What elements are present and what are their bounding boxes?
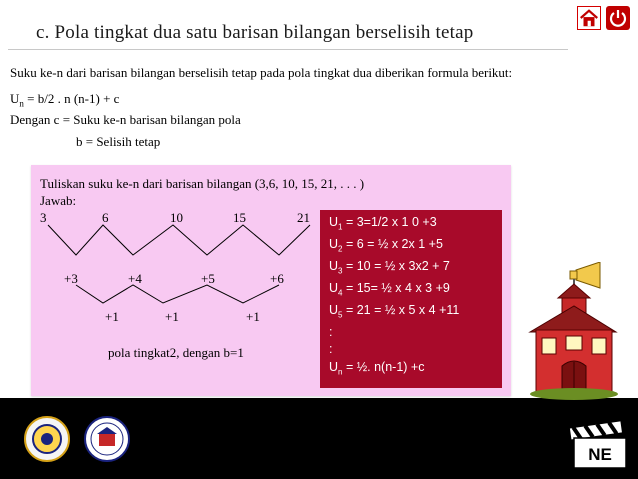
school-building-icon: [528, 262, 618, 402]
pattern-note: pola tingkat2, dengan b=1: [108, 345, 244, 360]
clapperboard-icon[interactable]: [568, 420, 632, 470]
answer-label: Jawab:: [40, 193, 77, 208]
solution-box: [320, 210, 502, 388]
ellipsis-row: :: [329, 325, 333, 339]
ellipsis-row: :: [329, 341, 333, 356]
formula-sub: n: [19, 98, 24, 109]
intro-line: Suku ke-n dari barisan bilangan berselisih tetap pada pola tingkat dua diberikan formula berikut:: [10, 65, 513, 80]
first-difference: +6: [270, 271, 284, 286]
solution-row: $U_5 = 21$ = ½ x 5 x 4 +11: [329, 303, 460, 320]
solution-row: $U_4 = 15=$ ½ x 4 x 3 +9: [329, 281, 450, 298]
faculty-logo-icon: [82, 414, 132, 464]
example-question: Tuliskan suku ke-n dari barisan bilangan (3,6, 10, 15, 21, . . . ): [40, 176, 365, 191]
solution-row: $U_3 = 10$ = ½ x 3x2 + 7: [329, 259, 450, 276]
solution-row: $U_2 = 6$ = ½ x 2x 1 +5: [329, 237, 443, 254]
sequence-item: 3: [40, 210, 47, 225]
second-difference: +1: [105, 309, 119, 324]
exit-button[interactable]: [606, 6, 630, 30]
title-divider: [8, 49, 568, 50]
ne-badge-label: NE: [588, 445, 612, 464]
power-icon: [606, 6, 630, 30]
formula-u: U: [10, 91, 20, 106]
formula-line: [10, 91, 119, 109]
solution-final: $U_n$ = ½. n(n-1) +c: [329, 360, 425, 377]
page-title: c. Pola tingkat dua satu barisan bilangan berselisih tetap: [36, 22, 474, 43]
university-logo-icon: [22, 414, 72, 464]
first-level-zigzag: [48, 225, 310, 255]
first-difference: +4: [128, 271, 142, 286]
second-difference: +1: [165, 309, 179, 324]
home-button[interactable]: [577, 6, 601, 30]
home-icon: [578, 7, 600, 29]
sequence-item: 15: [233, 210, 246, 225]
formula-rest: = b/2 . n (n-1) + c: [23, 91, 120, 106]
solution-row: $U_1 = 3=1/2$ x 1 0 +3: [329, 215, 437, 232]
second-level-zigzag: [76, 285, 279, 303]
sequence-item: 21: [297, 210, 310, 225]
first-difference: +3: [64, 271, 78, 286]
sequence-item: 10: [170, 210, 183, 225]
second-difference: +1: [246, 309, 260, 324]
sequence-item: 6: [102, 210, 109, 225]
definition-c: Dengan c = Suku ke-n barisan bilangan pola: [10, 112, 241, 127]
definition-b: b = Selisih tetap: [76, 134, 161, 149]
first-difference: +5: [201, 271, 215, 286]
